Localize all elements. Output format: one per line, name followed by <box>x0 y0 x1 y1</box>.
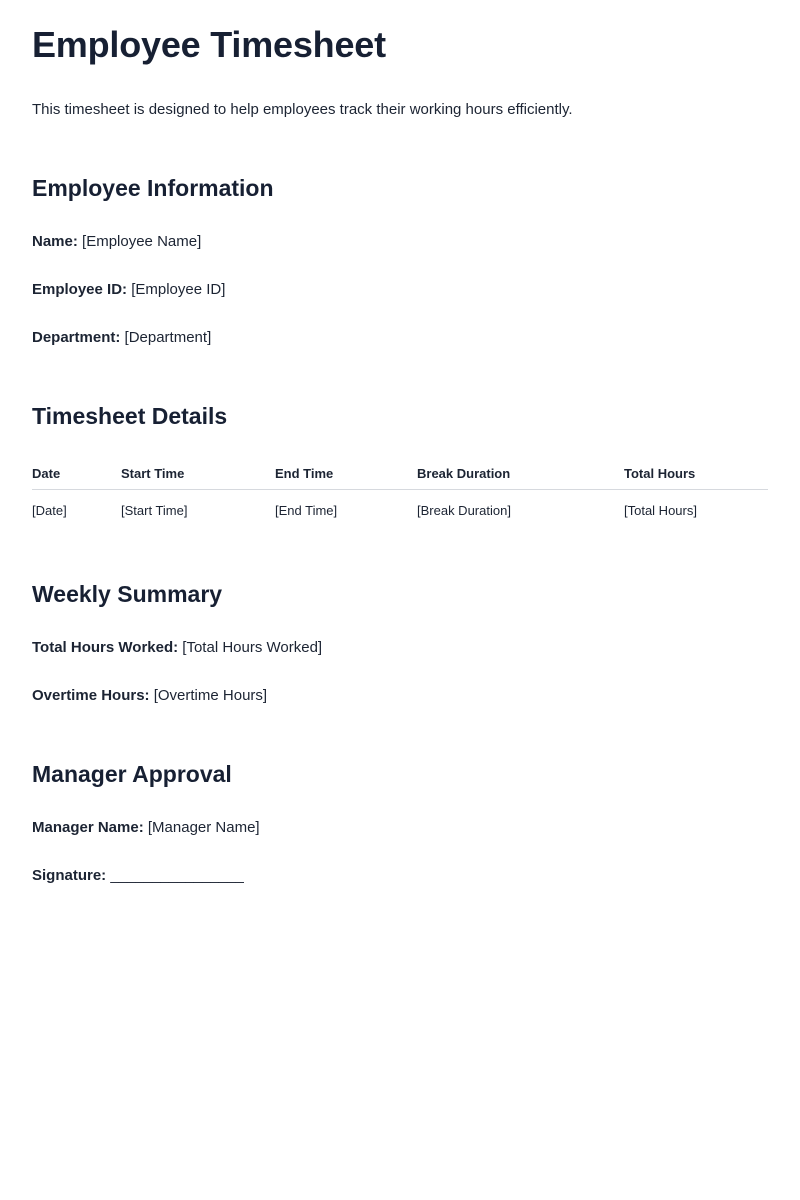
manager-name-value: [Manager Name] <box>147 819 260 836</box>
timesheet-details-heading: Timesheet Details <box>32 403 228 429</box>
signature-label: Signature: <box>32 867 107 884</box>
department-value: [Department] <box>124 329 212 346</box>
column-header-end-time: End Time <box>275 458 417 490</box>
cell-total-hours: [Total Hours] <box>624 502 697 518</box>
employee-name-label: Name: <box>32 233 78 250</box>
manager-name-label: Manager Name: <box>32 819 144 836</box>
overtime-hours-label: Overtime Hours: <box>32 687 150 704</box>
table-header-row <box>32 458 768 490</box>
total-hours-worked-value: [Total Hours Worked] <box>182 639 323 656</box>
column-header-date: Date <box>32 458 121 490</box>
cell-start-time: [Start Time] <box>121 502 188 518</box>
table-row <box>32 490 768 532</box>
total-hours-worked-field <box>32 638 322 658</box>
column-header-break-duration: Break Duration <box>417 458 624 490</box>
column-header-total-hours: Total Hours <box>624 458 768 490</box>
cell-break-duration: [Break Duration] <box>417 502 511 518</box>
cell-date: [Date] <box>32 502 67 518</box>
intro-paragraph: This timesheet is designed to help employees track their working hours efficiently. <box>32 101 573 118</box>
manager-approval-heading: Manager Approval <box>32 761 232 787</box>
employee-name-field <box>32 232 201 252</box>
manager-name-field <box>32 818 260 838</box>
weekly-summary-heading: Weekly Summary <box>32 581 223 607</box>
overtime-hours-value: [Overtime Hours] <box>153 687 268 704</box>
overtime-hours-field <box>32 686 267 706</box>
employee-id-field <box>32 280 225 300</box>
cell-end-time: [End Time] <box>275 502 338 518</box>
signature-field <box>32 866 244 886</box>
employee-information-heading: Employee Information <box>32 175 274 201</box>
document-title: Employee Timesheet <box>32 24 386 65</box>
department-field <box>32 328 211 348</box>
employee-id-value: [Employee ID] <box>131 281 226 298</box>
total-hours-worked-label: Total Hours Worked: <box>32 639 179 656</box>
signature-line: ________________ <box>110 867 244 884</box>
employee-id-label: Employee ID: <box>32 281 128 298</box>
timesheet-table <box>32 458 768 531</box>
department-label: Department: <box>32 329 121 346</box>
employee-name-value: [Employee Name] <box>82 233 202 250</box>
column-header-start-time: Start Time <box>121 458 275 490</box>
